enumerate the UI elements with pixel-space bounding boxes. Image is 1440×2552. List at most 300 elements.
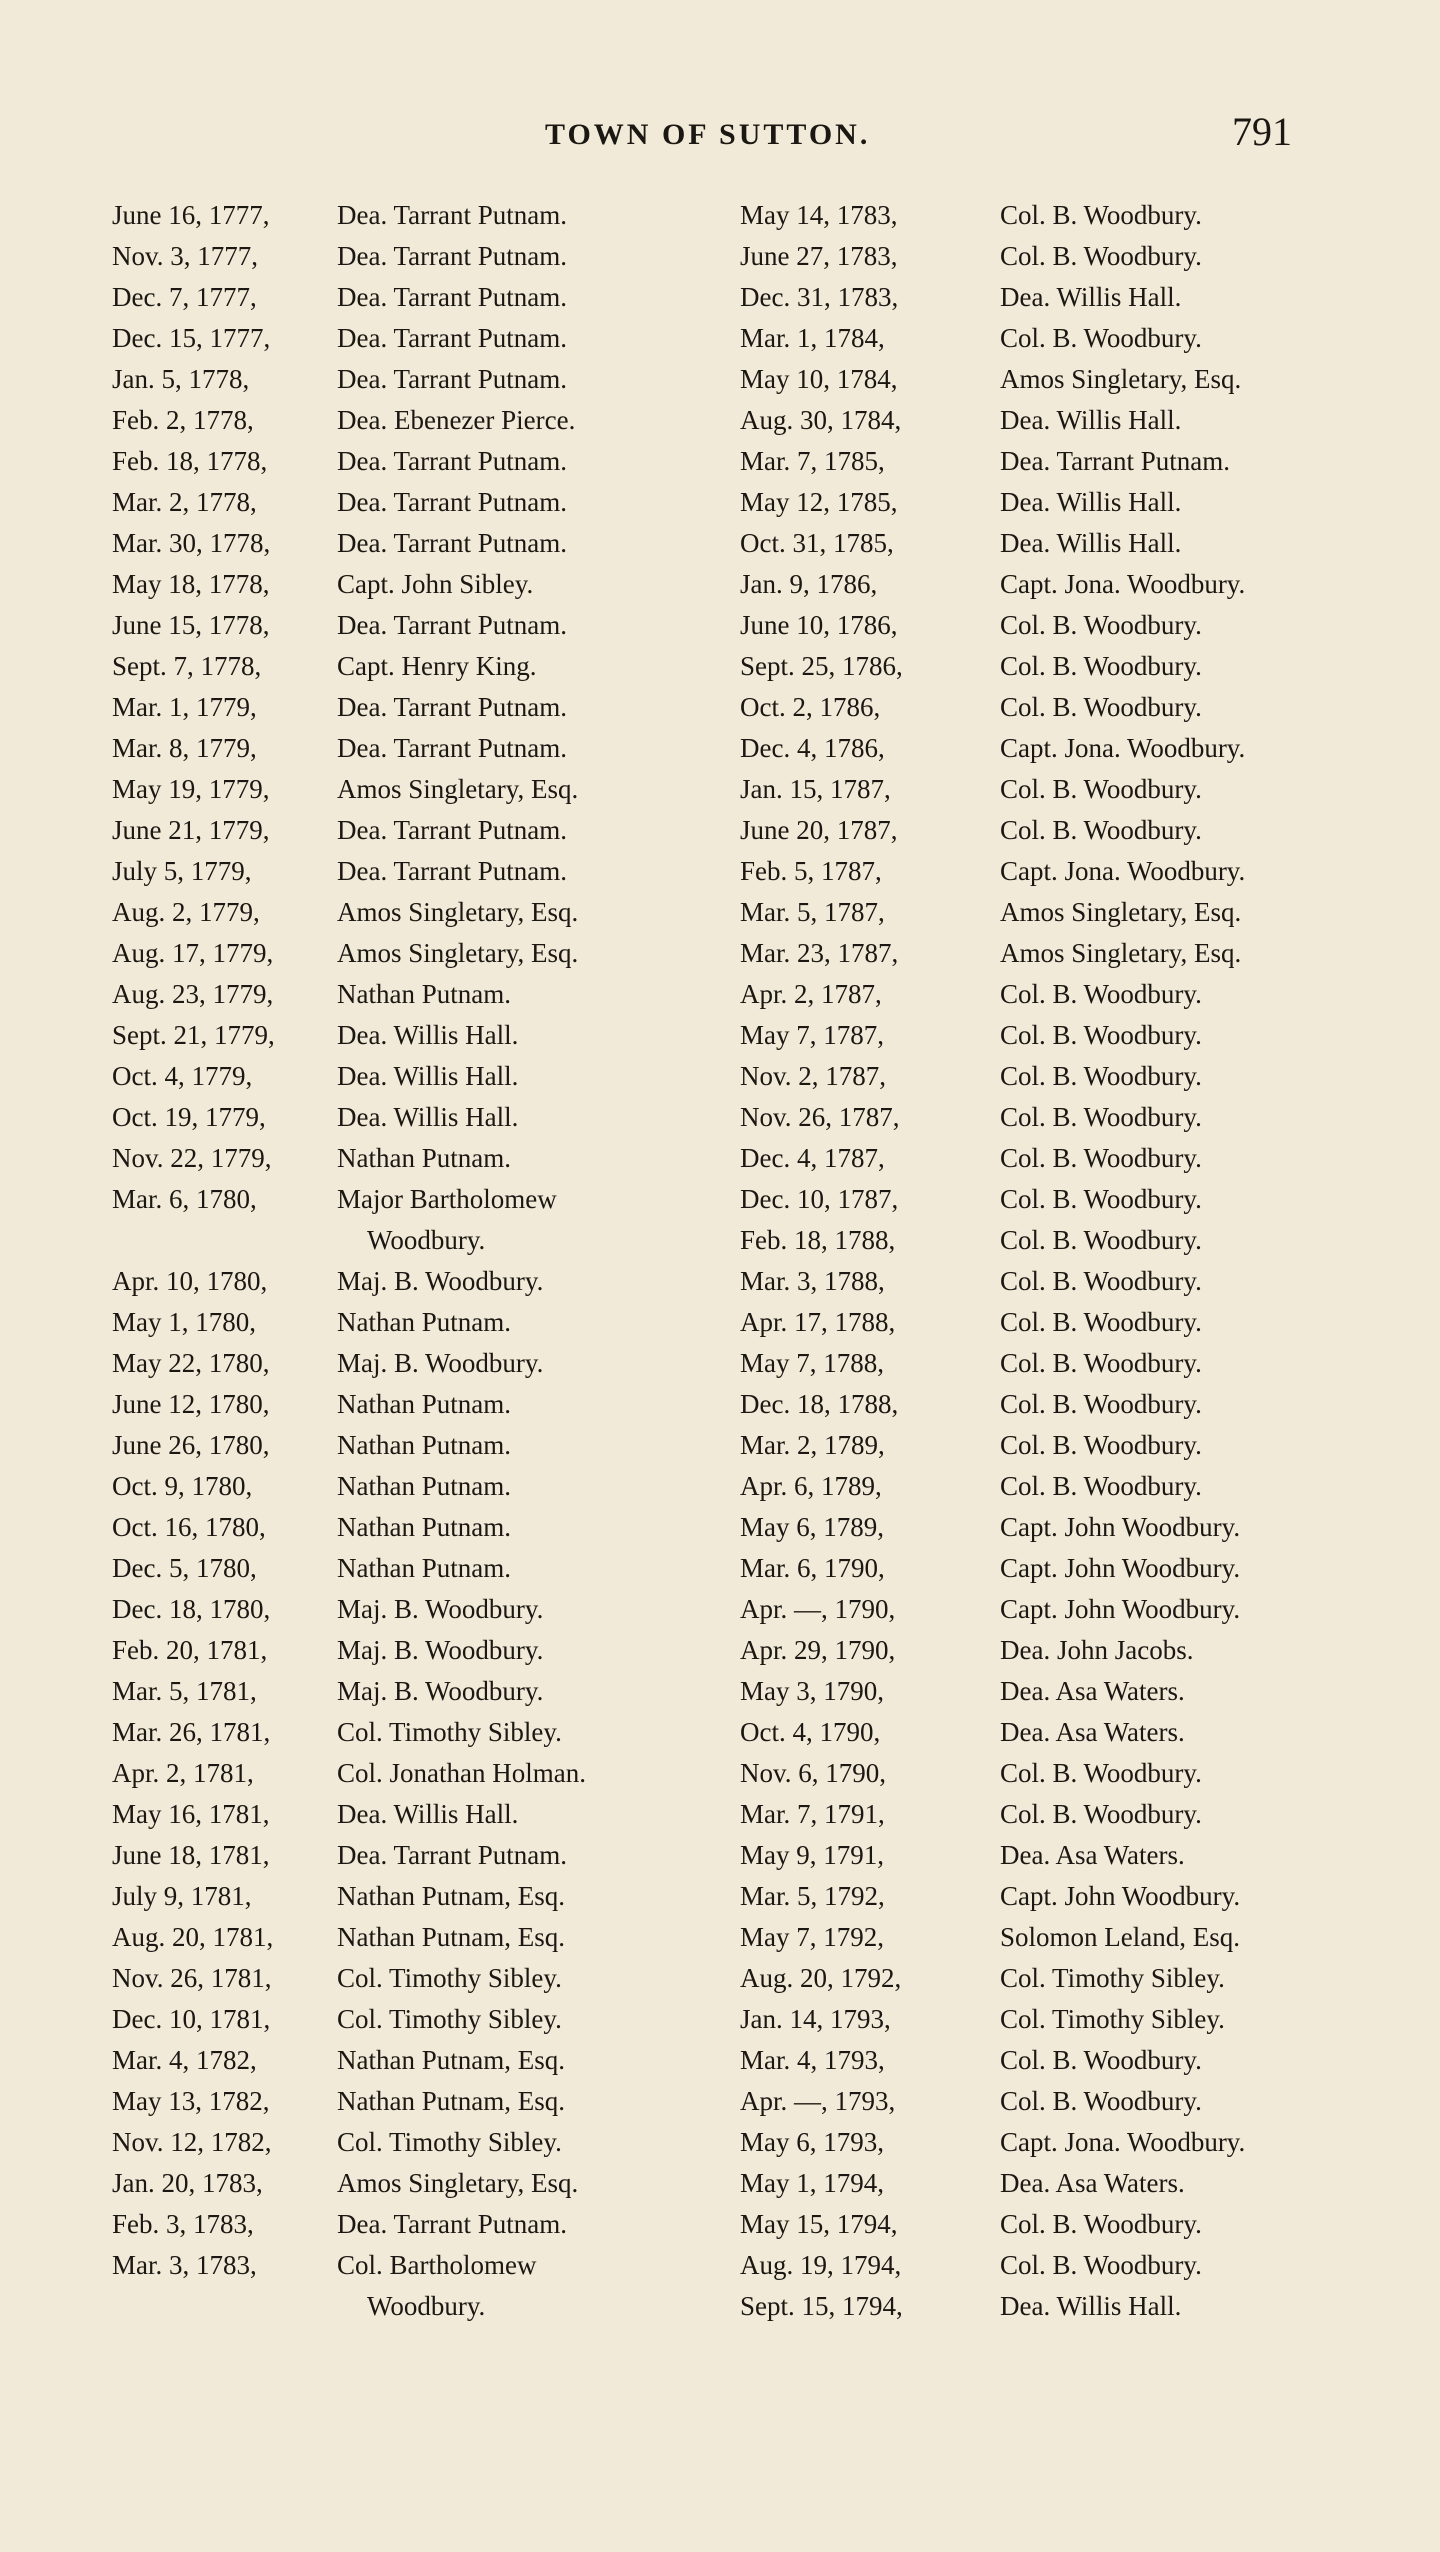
entry-date: May 22, 1780, — [112, 1348, 270, 1378]
entry-name: Dea. Willis Hall. — [337, 1799, 519, 1829]
entry-date: Oct. 31, 1785, — [740, 528, 894, 558]
entry-date: Feb. 20, 1781, — [112, 1635, 268, 1665]
entry-name: Col. B. Woodbury. — [1000, 1430, 1202, 1460]
entry-date: Nov. 26, 1787, — [740, 1102, 900, 1132]
entry-row — [740, 1717, 1360, 1758]
entry-row — [112, 1184, 702, 1266]
entry-row — [112, 282, 702, 323]
entry-row — [112, 1922, 702, 1963]
entry-date: May 16, 1781, — [112, 1799, 270, 1829]
entry-date: Mar. 23, 1787, — [740, 938, 899, 968]
entry-date: May 15, 1794, — [740, 2209, 898, 2239]
entry-row — [112, 979, 702, 1020]
entry-row — [112, 1963, 702, 2004]
entry-name: Dea. Tarrant Putnam. — [337, 323, 568, 353]
entry-name: Capt. Jona. Woodbury. — [1000, 856, 1246, 886]
entry-row — [112, 1881, 702, 1922]
entry-row — [740, 1184, 1360, 1225]
entry-row — [112, 856, 702, 897]
entry-row — [112, 446, 702, 487]
entry-name: Col. Timothy Sibley. — [337, 2004, 562, 2034]
entry-date: Mar. 6, 1780, — [112, 1184, 257, 1214]
entry-date: Sept. 15, 1794, — [740, 2291, 903, 2321]
entry-name: Maj. B. Woodbury. — [337, 1266, 544, 1296]
entry-date: Jan. 14, 1793, — [740, 2004, 891, 2034]
entry-date: May 18, 1778, — [112, 569, 270, 599]
entry-row — [740, 1389, 1360, 1430]
entry-date: Feb. 18, 1778, — [112, 446, 268, 476]
entry-name: Capt. John Woodbury. — [1000, 1881, 1241, 1911]
entry-date: May 13, 1782, — [112, 2086, 270, 2116]
entry-date: Jan. 9, 1786, — [740, 569, 878, 599]
entry-row — [112, 1143, 702, 1184]
entry-row — [740, 1881, 1360, 1922]
entry-date: May 19, 1779, — [112, 774, 270, 804]
entry-row — [112, 1389, 702, 1430]
entry-row — [740, 487, 1360, 528]
entry-row — [112, 1676, 702, 1717]
entry-date: June 12, 1780, — [112, 1389, 270, 1419]
entry-row — [740, 1348, 1360, 1389]
entry-row — [740, 1676, 1360, 1717]
entry-row — [112, 1635, 702, 1676]
entry-name: Dea. Willis Hall. — [337, 1102, 519, 1132]
entry-name: Nathan Putnam, Esq. — [337, 2045, 565, 2075]
entry-name: Nathan Putnam. — [337, 1430, 511, 1460]
entry-name: Dea. Willis Hall. — [337, 1061, 519, 1091]
entry-name: Capt. Jona. Woodbury. — [1000, 2127, 1246, 2157]
entry-row — [740, 856, 1360, 897]
entry-row — [740, 241, 1360, 282]
entry-name: Col. B. Woodbury. — [1000, 774, 1202, 804]
entry-date: May 6, 1793, — [740, 2127, 884, 2157]
entry-date: Nov. 2, 1787, — [740, 1061, 886, 1091]
entry-row — [740, 2250, 1360, 2291]
entry-row — [112, 2004, 702, 2045]
entry-name: Dea. Willis Hall. — [337, 1020, 519, 1050]
entry-name: Col. B. Woodbury. — [1000, 1799, 1202, 1829]
entry-name: Dea. Asa Waters. — [1000, 1840, 1185, 1870]
entry-date: Apr. 2, 1781, — [112, 1758, 254, 1788]
entry-row — [112, 405, 702, 446]
entry-row — [740, 774, 1360, 815]
entry-row — [740, 282, 1360, 323]
entry-name: Col. B. Woodbury. — [1000, 610, 1202, 640]
right-column — [740, 200, 1360, 2332]
entry-row — [112, 610, 702, 651]
entry-name: Dea. Tarrant Putnam. — [337, 200, 568, 230]
entry-row — [740, 2168, 1360, 2209]
entry-row — [740, 2086, 1360, 2127]
entry-name: Col. Bartholomew — [337, 2250, 537, 2280]
entry-name: Dea. Tarrant Putnam. — [337, 692, 568, 722]
entry-row — [112, 1512, 702, 1553]
entry-date: Aug. 30, 1784, — [740, 405, 902, 435]
entry-date: Oct. 9, 1780, — [112, 1471, 253, 1501]
entry-name: Col. B. Woodbury. — [1000, 1102, 1202, 1132]
entry-row — [112, 692, 702, 733]
entry-date: Feb. 3, 1783, — [112, 2209, 254, 2239]
entry-name: Col. B. Woodbury. — [1000, 651, 1202, 681]
entry-name: Nathan Putnam. — [337, 1389, 511, 1419]
entry-row — [740, 1430, 1360, 1471]
entry-row — [112, 1758, 702, 1799]
entry-row — [112, 733, 702, 774]
entry-name: Dea. John Jacobs. — [1000, 1635, 1194, 1665]
entry-date: Mar. 5, 1792, — [740, 1881, 885, 1911]
entry-name: Col. B. Woodbury. — [1000, 323, 1202, 353]
entry-date: Mar. 30, 1778, — [112, 528, 271, 558]
entry-name: Amos Singletary, Esq. — [337, 774, 579, 804]
entry-row — [112, 2250, 702, 2332]
entry-name: Dea. Willis Hall. — [1000, 2291, 1182, 2321]
entry-row — [740, 1020, 1360, 1061]
entry-date: Oct. 16, 1780, — [112, 1512, 266, 1542]
entry-name: Col. Timothy Sibley. — [337, 2127, 562, 2157]
entry-date: Aug. 23, 1779, — [112, 979, 274, 1009]
entry-name: Col. B. Woodbury. — [1000, 200, 1202, 230]
entry-row — [112, 200, 702, 241]
entry-name: Nathan Putnam. — [337, 979, 511, 1009]
entry-date: Dec. 4, 1787, — [740, 1143, 885, 1173]
entry-name: Col. B. Woodbury. — [1000, 1389, 1202, 1419]
entry-row — [740, 1758, 1360, 1799]
entry-name: Maj. B. Woodbury. — [337, 1676, 544, 1706]
entry-row — [112, 1471, 702, 1512]
entry-row — [112, 1348, 702, 1389]
entry-name: Capt. John Sibley. — [337, 569, 534, 599]
entry-name: Col. B. Woodbury. — [1000, 979, 1202, 1009]
entry-row — [112, 1020, 702, 1061]
entry-name: Col. Timothy Sibley. — [1000, 1963, 1225, 1993]
entry-date: Mar. 3, 1788, — [740, 1266, 885, 1296]
entry-name: Col. Jonathan Holman. — [337, 1758, 586, 1788]
entry-date: May 14, 1783, — [740, 200, 898, 230]
entry-date: Mar. 1, 1779, — [112, 692, 257, 722]
entry-name: Nathan Putnam. — [337, 1307, 511, 1337]
entry-name: Dea. Tarrant Putnam. — [337, 815, 568, 845]
entry-date: Mar. 5, 1781, — [112, 1676, 257, 1706]
entry-name: Col. B. Woodbury. — [1000, 2045, 1202, 2075]
entry-date: Feb. 2, 1778, — [112, 405, 254, 435]
entry-name-continued: Woodbury. — [367, 1225, 486, 1255]
entry-name: Dea. Tarrant Putnam. — [1000, 446, 1231, 476]
entry-date: Apr. 17, 1788, — [740, 1307, 896, 1337]
entry-date: Mar. 4, 1782, — [112, 2045, 257, 2075]
entry-name: Col. B. Woodbury. — [1000, 2086, 1202, 2116]
entry-row — [740, 2004, 1360, 2045]
entry-date: Oct. 19, 1779, — [112, 1102, 266, 1132]
entry-row — [740, 200, 1360, 241]
entry-row — [740, 1594, 1360, 1635]
entry-date: Aug. 17, 1779, — [112, 938, 274, 968]
entry-name: Capt. Henry King. — [337, 651, 537, 681]
entry-date: June 26, 1780, — [112, 1430, 270, 1460]
entry-date: Dec. 18, 1788, — [740, 1389, 899, 1419]
entry-date: June 18, 1781, — [112, 1840, 270, 1870]
entry-row — [112, 1102, 702, 1143]
entry-row — [112, 528, 702, 569]
entry-name: Capt. Jona. Woodbury. — [1000, 733, 1246, 763]
entry-row — [112, 938, 702, 979]
entry-name: Dea. Tarrant Putnam. — [337, 446, 568, 476]
entry-date: June 20, 1787, — [740, 815, 898, 845]
entry-name: Dea. Tarrant Putnam. — [337, 487, 568, 517]
entry-name: Dea. Tarrant Putnam. — [337, 2209, 568, 2239]
entry-row — [740, 1266, 1360, 1307]
entry-date: Aug. 2, 1779, — [112, 897, 260, 927]
entry-date: Dec. 7, 1777, — [112, 282, 257, 312]
entry-name: Dea. Willis Hall. — [1000, 282, 1182, 312]
entry-name: Maj. B. Woodbury. — [337, 1635, 544, 1665]
entry-name: Col. B. Woodbury. — [1000, 1471, 1202, 1501]
entry-row — [740, 1840, 1360, 1881]
entry-date: May 7, 1788, — [740, 1348, 884, 1378]
entry-date: May 6, 1789, — [740, 1512, 884, 1542]
entry-row — [112, 2045, 702, 2086]
entry-date: May 12, 1785, — [740, 487, 898, 517]
entry-name: Col. Timothy Sibley. — [337, 1717, 562, 1747]
entry-name: Col. B. Woodbury. — [1000, 692, 1202, 722]
entry-row — [112, 1799, 702, 1840]
entry-row — [740, 1553, 1360, 1594]
entry-row — [112, 323, 702, 364]
entry-date: Jan. 15, 1787, — [740, 774, 891, 804]
entry-date: June 21, 1779, — [112, 815, 270, 845]
entry-date: Nov. 12, 1782, — [112, 2127, 272, 2157]
running-title: TOWN OF SUTTON. — [545, 118, 871, 151]
entry-row — [112, 1553, 702, 1594]
entry-name: Maj. B. Woodbury. — [337, 1594, 544, 1624]
entry-row — [112, 2168, 702, 2209]
entry-row — [740, 1061, 1360, 1102]
entry-name: Capt. John Woodbury. — [1000, 1594, 1241, 1624]
entry-row — [740, 1512, 1360, 1553]
entry-date: Jan. 20, 1783, — [112, 2168, 263, 2198]
entry-row — [740, 2291, 1360, 2332]
entry-row — [740, 2045, 1360, 2086]
entry-name: Nathan Putnam, Esq. — [337, 1922, 565, 1952]
entry-name: Dea. Tarrant Putnam. — [337, 610, 568, 640]
entry-date: June 10, 1786, — [740, 610, 898, 640]
entry-name: Dea. Asa Waters. — [1000, 1717, 1185, 1747]
entry-name: Col. B. Woodbury. — [1000, 1307, 1202, 1337]
entry-name: Col. B. Woodbury. — [1000, 1061, 1202, 1091]
entry-name: Capt. Jona. Woodbury. — [1000, 569, 1246, 599]
entry-name: Amos Singletary, Esq. — [337, 2168, 579, 2198]
entry-date: Mar. 1, 1784, — [740, 323, 885, 353]
entry-name: Dea. Tarrant Putnam. — [337, 364, 568, 394]
entry-date: Apr. 2, 1787, — [740, 979, 882, 1009]
entry-row — [112, 241, 702, 282]
entry-name: Amos Singletary, Esq. — [337, 938, 579, 968]
entry-name: Dea. Tarrant Putnam. — [337, 733, 568, 763]
entry-row — [112, 364, 702, 405]
entry-row — [112, 569, 702, 610]
entry-date: Nov. 3, 1777, — [112, 241, 258, 271]
entry-name: Dea. Tarrant Putnam. — [337, 282, 568, 312]
entry-row — [740, 733, 1360, 774]
entry-name: Dea. Tarrant Putnam. — [337, 241, 568, 271]
entry-name: Col. B. Woodbury. — [1000, 1266, 1202, 1296]
entry-date: Oct. 2, 1786, — [740, 692, 881, 722]
entry-date: Dec. 15, 1777, — [112, 323, 271, 353]
entry-date: Dec. 5, 1780, — [112, 1553, 257, 1583]
entry-name: Col. B. Woodbury. — [1000, 1020, 1202, 1050]
entry-date: July 9, 1781, — [112, 1881, 252, 1911]
entry-date: Apr. —, 1793, — [740, 2086, 896, 2116]
entry-row — [112, 1717, 702, 1758]
entry-date: Sept. 21, 1779, — [112, 1020, 275, 1050]
entry-row — [740, 528, 1360, 569]
entry-date: Apr. 29, 1790, — [740, 1635, 896, 1665]
entry-date: Dec. 4, 1786, — [740, 733, 885, 763]
entry-row — [740, 1635, 1360, 1676]
entry-date: Oct. 4, 1779, — [112, 1061, 253, 1091]
entry-row — [740, 897, 1360, 938]
entry-date: Mar. 2, 1789, — [740, 1430, 885, 1460]
entry-date: Dec. 18, 1780, — [112, 1594, 271, 1624]
entry-name: Amos Singletary, Esq. — [337, 897, 579, 927]
entry-name: Col. B. Woodbury. — [1000, 1758, 1202, 1788]
entry-row — [740, 651, 1360, 692]
entry-date: Apr. 10, 1780, — [112, 1266, 268, 1296]
entry-name: Solomon Leland, Esq. — [1000, 1922, 1240, 1952]
left-column — [112, 200, 702, 2332]
entry-name: Nathan Putnam, Esq. — [337, 2086, 565, 2116]
entry-date: June 15, 1778, — [112, 610, 270, 640]
entry-date: Mar. 5, 1787, — [740, 897, 885, 927]
entry-row — [740, 405, 1360, 446]
page-number: 791 — [1232, 109, 1292, 154]
entry-date: May 7, 1792, — [740, 1922, 884, 1952]
entry-row — [740, 1799, 1360, 1840]
entry-date: Nov. 6, 1790, — [740, 1758, 886, 1788]
entry-date: Mar. 3, 1783, — [112, 2250, 257, 2280]
entry-date: Oct. 4, 1790, — [740, 1717, 881, 1747]
entry-row — [112, 2209, 702, 2250]
entry-date: May 7, 1787, — [740, 1020, 884, 1050]
entry-row — [740, 938, 1360, 979]
entry-row — [740, 364, 1360, 405]
entry-date: May 9, 1791, — [740, 1840, 884, 1870]
entry-name: Dea. Tarrant Putnam. — [337, 1840, 568, 1870]
entry-name: Dea. Ebenezer Pierce. — [337, 405, 576, 435]
entry-name: Nathan Putnam. — [337, 1512, 511, 1542]
entry-date: Feb. 5, 1787, — [740, 856, 882, 886]
entry-name: Col. B. Woodbury. — [1000, 1348, 1202, 1378]
entry-date: Mar. 4, 1793, — [740, 2045, 885, 2075]
entry-name: Col. Timothy Sibley. — [1000, 2004, 1225, 2034]
entry-row — [740, 323, 1360, 364]
entry-row — [740, 1307, 1360, 1348]
entry-date: June 27, 1783, — [740, 241, 898, 271]
entry-row — [740, 1225, 1360, 1266]
entry-name: Col. Timothy Sibley. — [337, 1963, 562, 1993]
entry-row — [740, 815, 1360, 856]
entry-name: Dea. Tarrant Putnam. — [337, 528, 568, 558]
entry-date: Apr. —, 1790, — [740, 1594, 896, 1624]
entry-row — [112, 1307, 702, 1348]
entry-date: Dec. 31, 1783, — [740, 282, 899, 312]
entry-row — [112, 1840, 702, 1881]
entry-row — [740, 1963, 1360, 2004]
entry-row — [112, 2086, 702, 2127]
entry-date: May 10, 1784, — [740, 364, 898, 394]
entry-date: Sept. 25, 1786, — [740, 651, 903, 681]
entry-date: Mar. 26, 1781, — [112, 1717, 271, 1747]
entry-name: Col. B. Woodbury. — [1000, 241, 1202, 271]
entry-row — [740, 1922, 1360, 1963]
entry-name-continued: Woodbury. — [367, 2291, 486, 2321]
entry-date: Mar. 7, 1785, — [740, 446, 885, 476]
entry-date: Dec. 10, 1781, — [112, 2004, 271, 2034]
page-header — [0, 0, 1440, 180]
entry-row — [112, 1430, 702, 1471]
entry-row — [112, 651, 702, 692]
entry-date: Aug. 19, 1794, — [740, 2250, 902, 2280]
entry-name: Nathan Putnam. — [337, 1471, 511, 1501]
entry-date: May 1, 1794, — [740, 2168, 884, 2198]
entry-date: Mar. 2, 1778, — [112, 487, 257, 517]
entry-date: Dec. 10, 1787, — [740, 1184, 899, 1214]
entry-row — [112, 1594, 702, 1635]
entry-name: Capt. John Woodbury. — [1000, 1512, 1241, 1542]
entry-date: Aug. 20, 1781, — [112, 1922, 274, 1952]
entry-row — [112, 487, 702, 528]
entry-date: Mar. 6, 1790, — [740, 1553, 885, 1583]
entry-name: Amos Singletary, Esq. — [1000, 938, 1242, 968]
entry-row — [112, 1266, 702, 1307]
entry-name: Dea. Asa Waters. — [1000, 2168, 1185, 2198]
entry-name: Col. B. Woodbury. — [1000, 1225, 1202, 1255]
entry-date: Apr. 6, 1789, — [740, 1471, 882, 1501]
entry-date: Sept. 7, 1778, — [112, 651, 262, 681]
entry-row — [740, 2209, 1360, 2250]
entry-date: Aug. 20, 1792, — [740, 1963, 902, 1993]
entry-row — [740, 569, 1360, 610]
entry-date: Mar. 7, 1791, — [740, 1799, 885, 1829]
entry-name: Capt. John Woodbury. — [1000, 1553, 1241, 1583]
entry-name: Nathan Putnam. — [337, 1553, 511, 1583]
entry-name: Maj. B. Woodbury. — [337, 1348, 544, 1378]
entry-name: Col. B. Woodbury. — [1000, 815, 1202, 845]
entry-row — [740, 446, 1360, 487]
entry-date: Feb. 18, 1788, — [740, 1225, 896, 1255]
entry-date: Mar. 8, 1779, — [112, 733, 257, 763]
entry-name: Col. B. Woodbury. — [1000, 1143, 1202, 1173]
entry-name: Dea. Asa Waters. — [1000, 1676, 1185, 1706]
entry-row — [740, 979, 1360, 1020]
entry-row — [112, 774, 702, 815]
entry-name: Major Bartholomew — [337, 1184, 557, 1214]
entry-name: Col. B. Woodbury. — [1000, 1184, 1202, 1214]
entry-name: Dea. Willis Hall. — [1000, 487, 1182, 517]
entry-name: Dea. Tarrant Putnam. — [337, 856, 568, 886]
entry-date: Jan. 5, 1778, — [112, 364, 250, 394]
entry-date: Nov. 26, 1781, — [112, 1963, 272, 1993]
entry-name: Col. B. Woodbury. — [1000, 2209, 1202, 2239]
entry-name: Nathan Putnam, Esq. — [337, 1881, 565, 1911]
entry-row — [740, 1143, 1360, 1184]
entry-row — [740, 1102, 1360, 1143]
entry-date: June 16, 1777, — [112, 200, 270, 230]
entry-row — [740, 610, 1360, 651]
entry-name: Dea. Willis Hall. — [1000, 405, 1182, 435]
entry-name: Amos Singletary, Esq. — [1000, 897, 1242, 927]
entry-date: May 3, 1790, — [740, 1676, 884, 1706]
entry-row — [740, 1471, 1360, 1512]
